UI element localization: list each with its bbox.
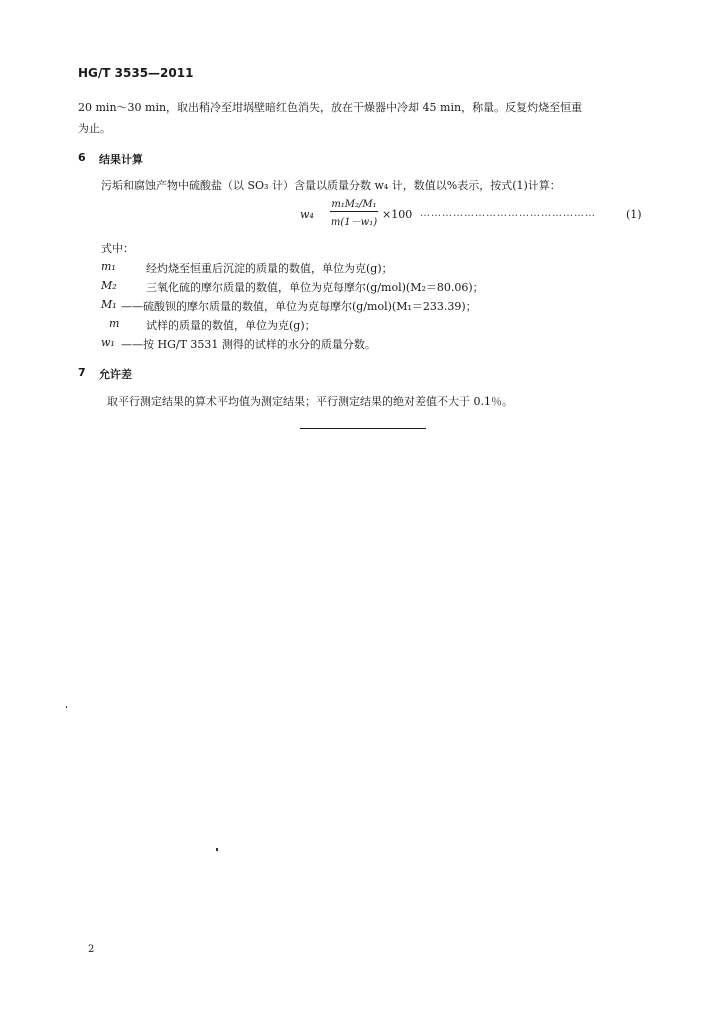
section-6-intro: 污垢和腐蚀产物中硫酸盐（以 SO₃ 计）含量以质量分数 w₄ 计，数值以%表示，按式(1)计算： <box>101 179 561 192</box>
definition-symbol: M₂ <box>101 279 117 292</box>
definition-text: 三氧化硫的摩尔质量的数值，单位为克每摩尔(g/mol)(M₂＝80.06)； <box>146 281 484 294</box>
definition-symbol: M₁ <box>101 298 117 311</box>
where-label: 式中： <box>101 242 134 255</box>
formula-multiplier: ×100 <box>382 208 413 221</box>
definition-text: ——硫酸钡的摩尔质量的数值，单位为克每摩尔(g/mol)(M₁＝233.39)； <box>121 300 477 313</box>
definition-text: 经灼烧至恒重后沉淀的质量的数值，单位为克(g)； <box>146 262 393 275</box>
definition-symbol: m₁ <box>101 260 116 273</box>
scan-speck <box>66 706 67 708</box>
document-code-header: HG/T 3535—2011 <box>78 66 194 80</box>
paragraph-line-2: 为止。 <box>78 122 111 135</box>
definition-symbol: w₁ <box>101 336 115 349</box>
scan-speck <box>216 848 218 851</box>
section-6-number: 6 <box>78 151 86 164</box>
equation-number: (1) <box>626 208 642 221</box>
section-6-title: 结果计算 <box>99 153 143 166</box>
formula-lhs: w₄ <box>300 208 314 221</box>
section-7-text: 取平行测定结果的算术平均值为测定结果；平行测定结果的绝对差值不大于 0.1％。 <box>107 395 513 408</box>
formula-fraction <box>330 199 378 228</box>
formula-numerator: m₁M₂/M₁ <box>331 199 377 210</box>
definition-text: ——按 HG/T 3531 测得的试样的水分的质量分数。 <box>121 338 376 351</box>
paragraph-line-1: 20 min～30 min，取出稍冷至坩埚壁暗红色消失，放在干燥器中冷却 45 min，称量。反复灼烧至恒重 <box>78 101 583 114</box>
page-number: 2 <box>88 944 95 955</box>
formula-leader-dots: ………………………………………… <box>420 208 596 219</box>
definition-text: 试样的质量的数值，单位为克(g)； <box>146 319 316 332</box>
end-rule <box>300 428 426 429</box>
definition-symbol: m <box>109 317 120 330</box>
section-7-title: 允许差 <box>99 368 132 381</box>
formula-1 <box>300 199 645 233</box>
section-7-number: 7 <box>78 366 86 379</box>
formula-denominator: m(1－w₁) <box>330 217 378 228</box>
